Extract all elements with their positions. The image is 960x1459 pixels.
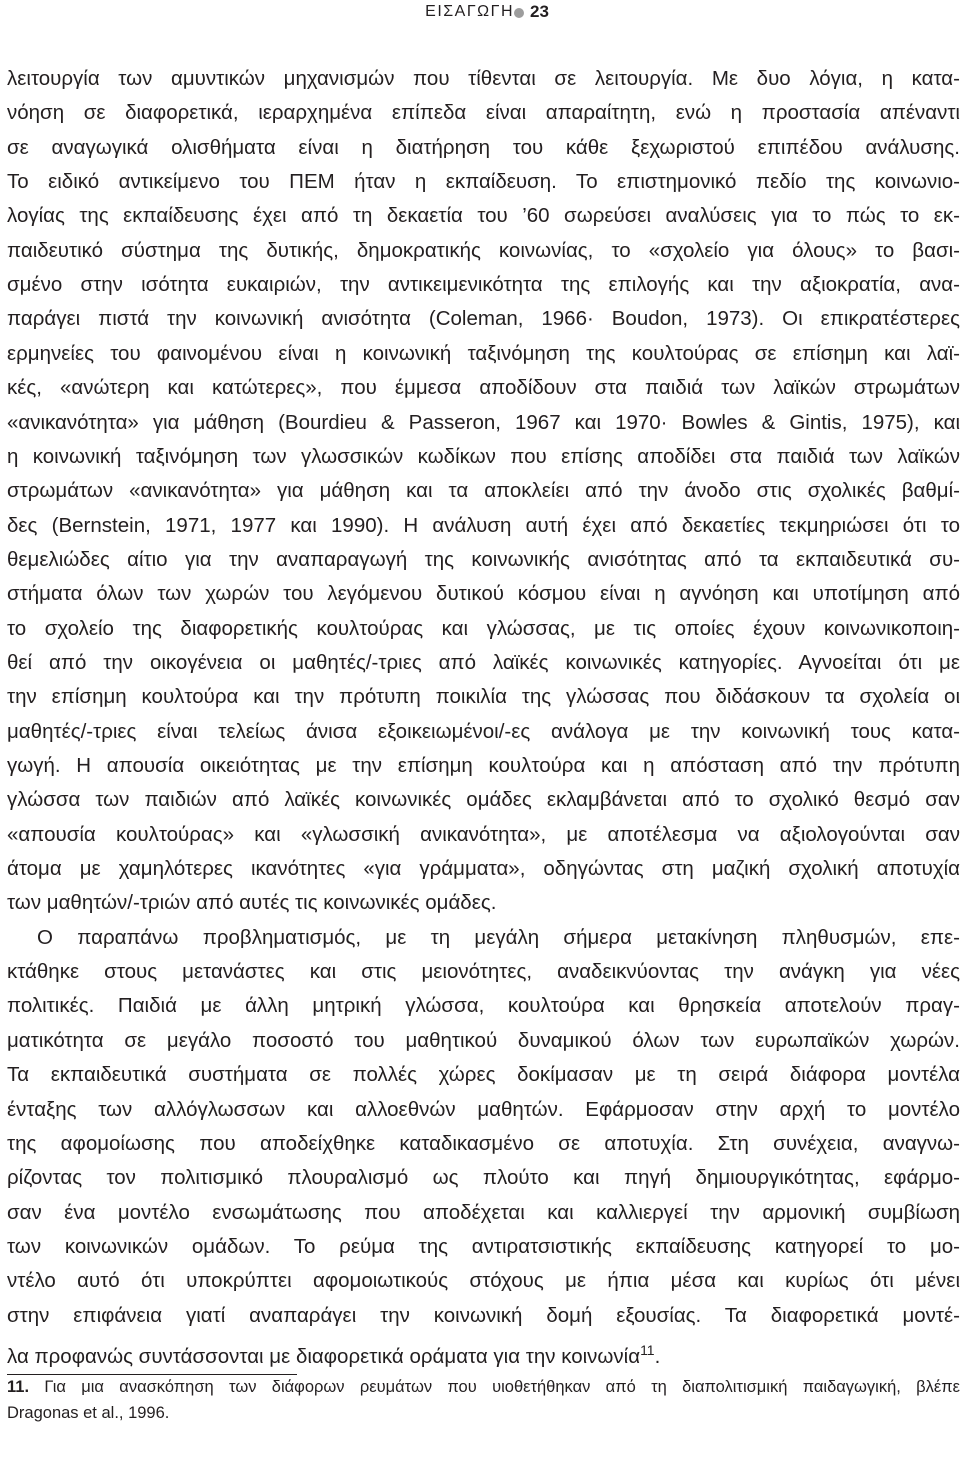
line-text: στρωμάτων «ανικανότητα» για μάθηση και τα αποκλείει από την άνοδο στις σχολικές βαθμί- (7, 479, 960, 503)
text-line (7, 406, 960, 440)
text-line (7, 1127, 960, 1161)
text-line (7, 612, 960, 646)
text-line (7, 199, 960, 233)
line-text: άτομα με χαμηλότερες ικανότητες «για γράμματα», οδηγώντας στη μαζική σχολική αποτυχία (7, 857, 960, 881)
text-line (7, 474, 960, 508)
text-line (7, 852, 960, 886)
line-text: γλώσσα των παιδιών από λαϊκές κοινωνικές ομάδες εκλαμβάνεται από το σχολικό θεσμό σαν (7, 788, 960, 812)
text-line (7, 955, 960, 989)
text-line (7, 62, 960, 96)
text-line (7, 1333, 960, 1367)
line-text: της αφομοίωσης που αποδείχθηκε καταδικασμένο σε αποτυχία. Στη συνέχεια, αναγνω- (7, 1131, 960, 1155)
line-text: δες (Bernstein, 1971, 1977 και 1990). Η ανάλυση αυτή έχει από δεκαετίες τεκμηριώσει ότι το (7, 513, 960, 537)
line-text: γωγή. Η απουσία οικειότητας με την επίσημη κουλτούρα και η απόσταση από την πρότυπη (7, 754, 960, 777)
text-line (37, 921, 960, 955)
text-line (7, 337, 960, 371)
line-text: «απουσία κουλτούρας» και «γλωσσική ανικανότητα», με αποτέλεσμα να αξιολογούνται σαν (7, 822, 960, 846)
line-text: των μαθητών/-τριών από αυτές τις κοινωνικές ομάδες. (7, 891, 497, 915)
text-line (7, 96, 960, 130)
running-head (0, 0, 960, 30)
line-text: σε αναγωγικά ολισθήματα είναι η διατήρηση του κάθε ξεχωριστού επιπέδου ανάλυσης. (7, 135, 960, 159)
footnote-number: 11. (7, 1378, 30, 1396)
text-line (7, 509, 960, 543)
line-text: ένταξης των αλλόγλωσσων και αλλοεθνών μαθητών. Εφάρμοσαν στην αρχή το μοντέλο (7, 1097, 960, 1121)
text-line (7, 886, 960, 920)
text-line (7, 577, 960, 611)
footnote-text: Dragonas et al., 1996. (7, 1404, 170, 1422)
text-line (7, 1024, 960, 1058)
text-line (7, 989, 960, 1023)
line-text: ντέλο αυτό ότι υποκρύπτει αφομοιωτικούς στόχους με ήπια μέσα και κυρίως ότι μένει (7, 1269, 960, 1293)
text-line (7, 783, 960, 817)
line-text: την επίσημη κουλτούρα και την πρότυπη ποικιλία της γλώσσας που διδάσκουν τα σχολεία οι (7, 685, 960, 709)
text-line (7, 680, 960, 714)
line-text: ερμηνείες του φαινομένου είναι η κοινωνική ταξινόμηση της κουλτούρας σε επίσημη και λαϊ- (7, 341, 960, 365)
line-text: «ανικανότητα» για μάθηση (Bourdieu & Passeron, 1967 και 1970· Bowles & Gintis, 1975), και (7, 410, 960, 434)
line-text: το σχολείο της διαφορετικής κουλτούρας και γλώσσας, με τις οποίες έχουν κοινωνικοποιη- (7, 616, 960, 640)
line-text: κές, «ανώτερη και κατώτερες», που έμμεσα αποδίδουν στα παιδιά των λαϊκών στρωμάτων (7, 376, 960, 400)
line-text: των κοινωνικών ομάδων. Το ρεύμα της αντιρατσιστικής εκπαίδευσης κατηγορεί το μο- (7, 1234, 960, 1258)
footnote-reference: 11 (640, 1341, 655, 1358)
text-line (7, 268, 960, 302)
line-text: παιδευτικό σύστημα της δυτικής, δημοκρατικής κοινωνίας, το «σχολείο για όλους» το βασι- (7, 238, 960, 262)
text-line (7, 165, 960, 199)
text-line (7, 234, 960, 268)
line-text: ματικότητα σε μεγάλο ποσοστό του μαθητικού δυναμικού όλων των ευρωπαϊκών χωρών. (7, 1028, 960, 1052)
line-text: σαν ένα μοντέλο ενσωμάτωσης που αποδέχεται και καλλιεργεί την αρμονική συμβίωση (7, 1200, 960, 1224)
line-text: μαθητές/-τριες είναι τελείως άνισα εξοικειωμένοι/-ες ανάλογα με την κοινωνική τους κατα- (7, 719, 960, 743)
text-line (7, 749, 960, 783)
line-text: σμένο στην ισότητα ευκαιριών, την αντικειμενικότητα της επιλογής και την αξιοκρατία, ανα- (7, 273, 960, 297)
text-line (7, 1299, 960, 1333)
bullet-dot (514, 8, 524, 18)
line-text: Ο παραπάνω προβληματισμός, με τη μεγάλη σήμερα μετακίνηση πληθυσμών, επε- (37, 925, 960, 949)
line-text: στην επιφάνεια γιατί αναπαράγει την κοινωνική δομή εξουσίας. Τα διαφορετικά μοντέ- (7, 1303, 960, 1327)
line-text: θεί από την οικογένεια οι μαθητές/-τριες από λαϊκές κοινωνικές κατηγορίες. Αγνοείται ότι με (7, 650, 960, 674)
line-text: λογίας της εκπαίδευσης έχει από τη δεκαετία του ’60 σωρεύσει αναλύσεις για το πώς το εκ- (7, 204, 960, 228)
footnote-rule (7, 1374, 297, 1375)
line-text: η κοινωνική ταξινόμηση των γλωσσικών κωδίκων που επίσης αποδίδει στα παιδιά των λαϊκών (7, 444, 960, 468)
text-line (7, 715, 960, 749)
text-line (7, 1058, 960, 1092)
text-line (7, 1093, 960, 1127)
line-text: θεμελιώδες αίτιο για την αναπαραγωγή της κοινωνικής ανισότητας από τα εκπαιδευτικά συ- (7, 547, 960, 571)
text-line (7, 131, 960, 165)
footnote-line (7, 1376, 960, 1398)
text-line (7, 1196, 960, 1230)
text-line (7, 302, 960, 336)
text-line (7, 1264, 960, 1298)
text-line (7, 440, 960, 474)
text-line (7, 1230, 960, 1264)
line-text: ρίζοντας τον πολιτισμικό πλουραλισμό ως πλούτο και πηγή δημιουργικότητας, εφάρμο- (7, 1166, 960, 1190)
line-text: στήματα όλων των χωρών του λεγόμενου δυτικού κόσμου είναι η αγνόηση και υποτίμηση από (7, 582, 960, 606)
text-line (7, 818, 960, 852)
text-line (7, 543, 960, 577)
text-line (7, 371, 960, 405)
section-title: ΕΙΣΑΓΩΓΗ (425, 3, 514, 20)
text-line (7, 1161, 960, 1195)
line-text: Τα εκπαιδευτικά συστήματα σε πολλές χώρες δοκίμασαν με τη σειρά διάφορα μοντέλα (7, 1063, 960, 1087)
line-text: παράγει πιστά την κοινωνική ανισότητα (Coleman, 1966· Boudon, 1973). Οι επικρατέστερες (7, 307, 960, 331)
line-end: . (654, 1344, 661, 1367)
line-text: πολιτικές. Παιδιά με άλλη μητρική γλώσσα, κουλτούρα και θρησκεία αποτελούν πραγ- (7, 994, 960, 1018)
line-text: κτάθηκε στους μετανάστες και στις μειονότητες, αναδεικνύοντας την ανάγκη για νέες (7, 960, 960, 984)
line-text: Το ειδικό αντικείμενο του ΠΕΜ ήταν η εκπαίδευση. Το επιστημονικό πεδίο της κοινωνιο- (7, 170, 960, 194)
footnote-text: Για μια ανασκόπηση των διάφορων ρευμάτων που υιοθετήθηκαν από τη διαπολιτισμική παιδαγωγική, βλέπε (44, 1378, 960, 1396)
line-text: νόηση σε διαφορετικά, ιεραρχημένα επίπεδα είναι απαραίτητη, ενώ η προστασία απέναντι (7, 101, 960, 125)
text-line (7, 646, 960, 680)
line-text: λα προφανώς συντάσσονται με διαφορετικά οράματα για την κοινωνία (7, 1344, 641, 1367)
footnote-line (7, 1402, 960, 1424)
line-text: λειτουργία των αμυντικών μηχανισμών που τίθενται σε λειτουργία. Με δυο λόγια, η κατα- (7, 67, 960, 90)
page-number: 23 (530, 2, 549, 21)
